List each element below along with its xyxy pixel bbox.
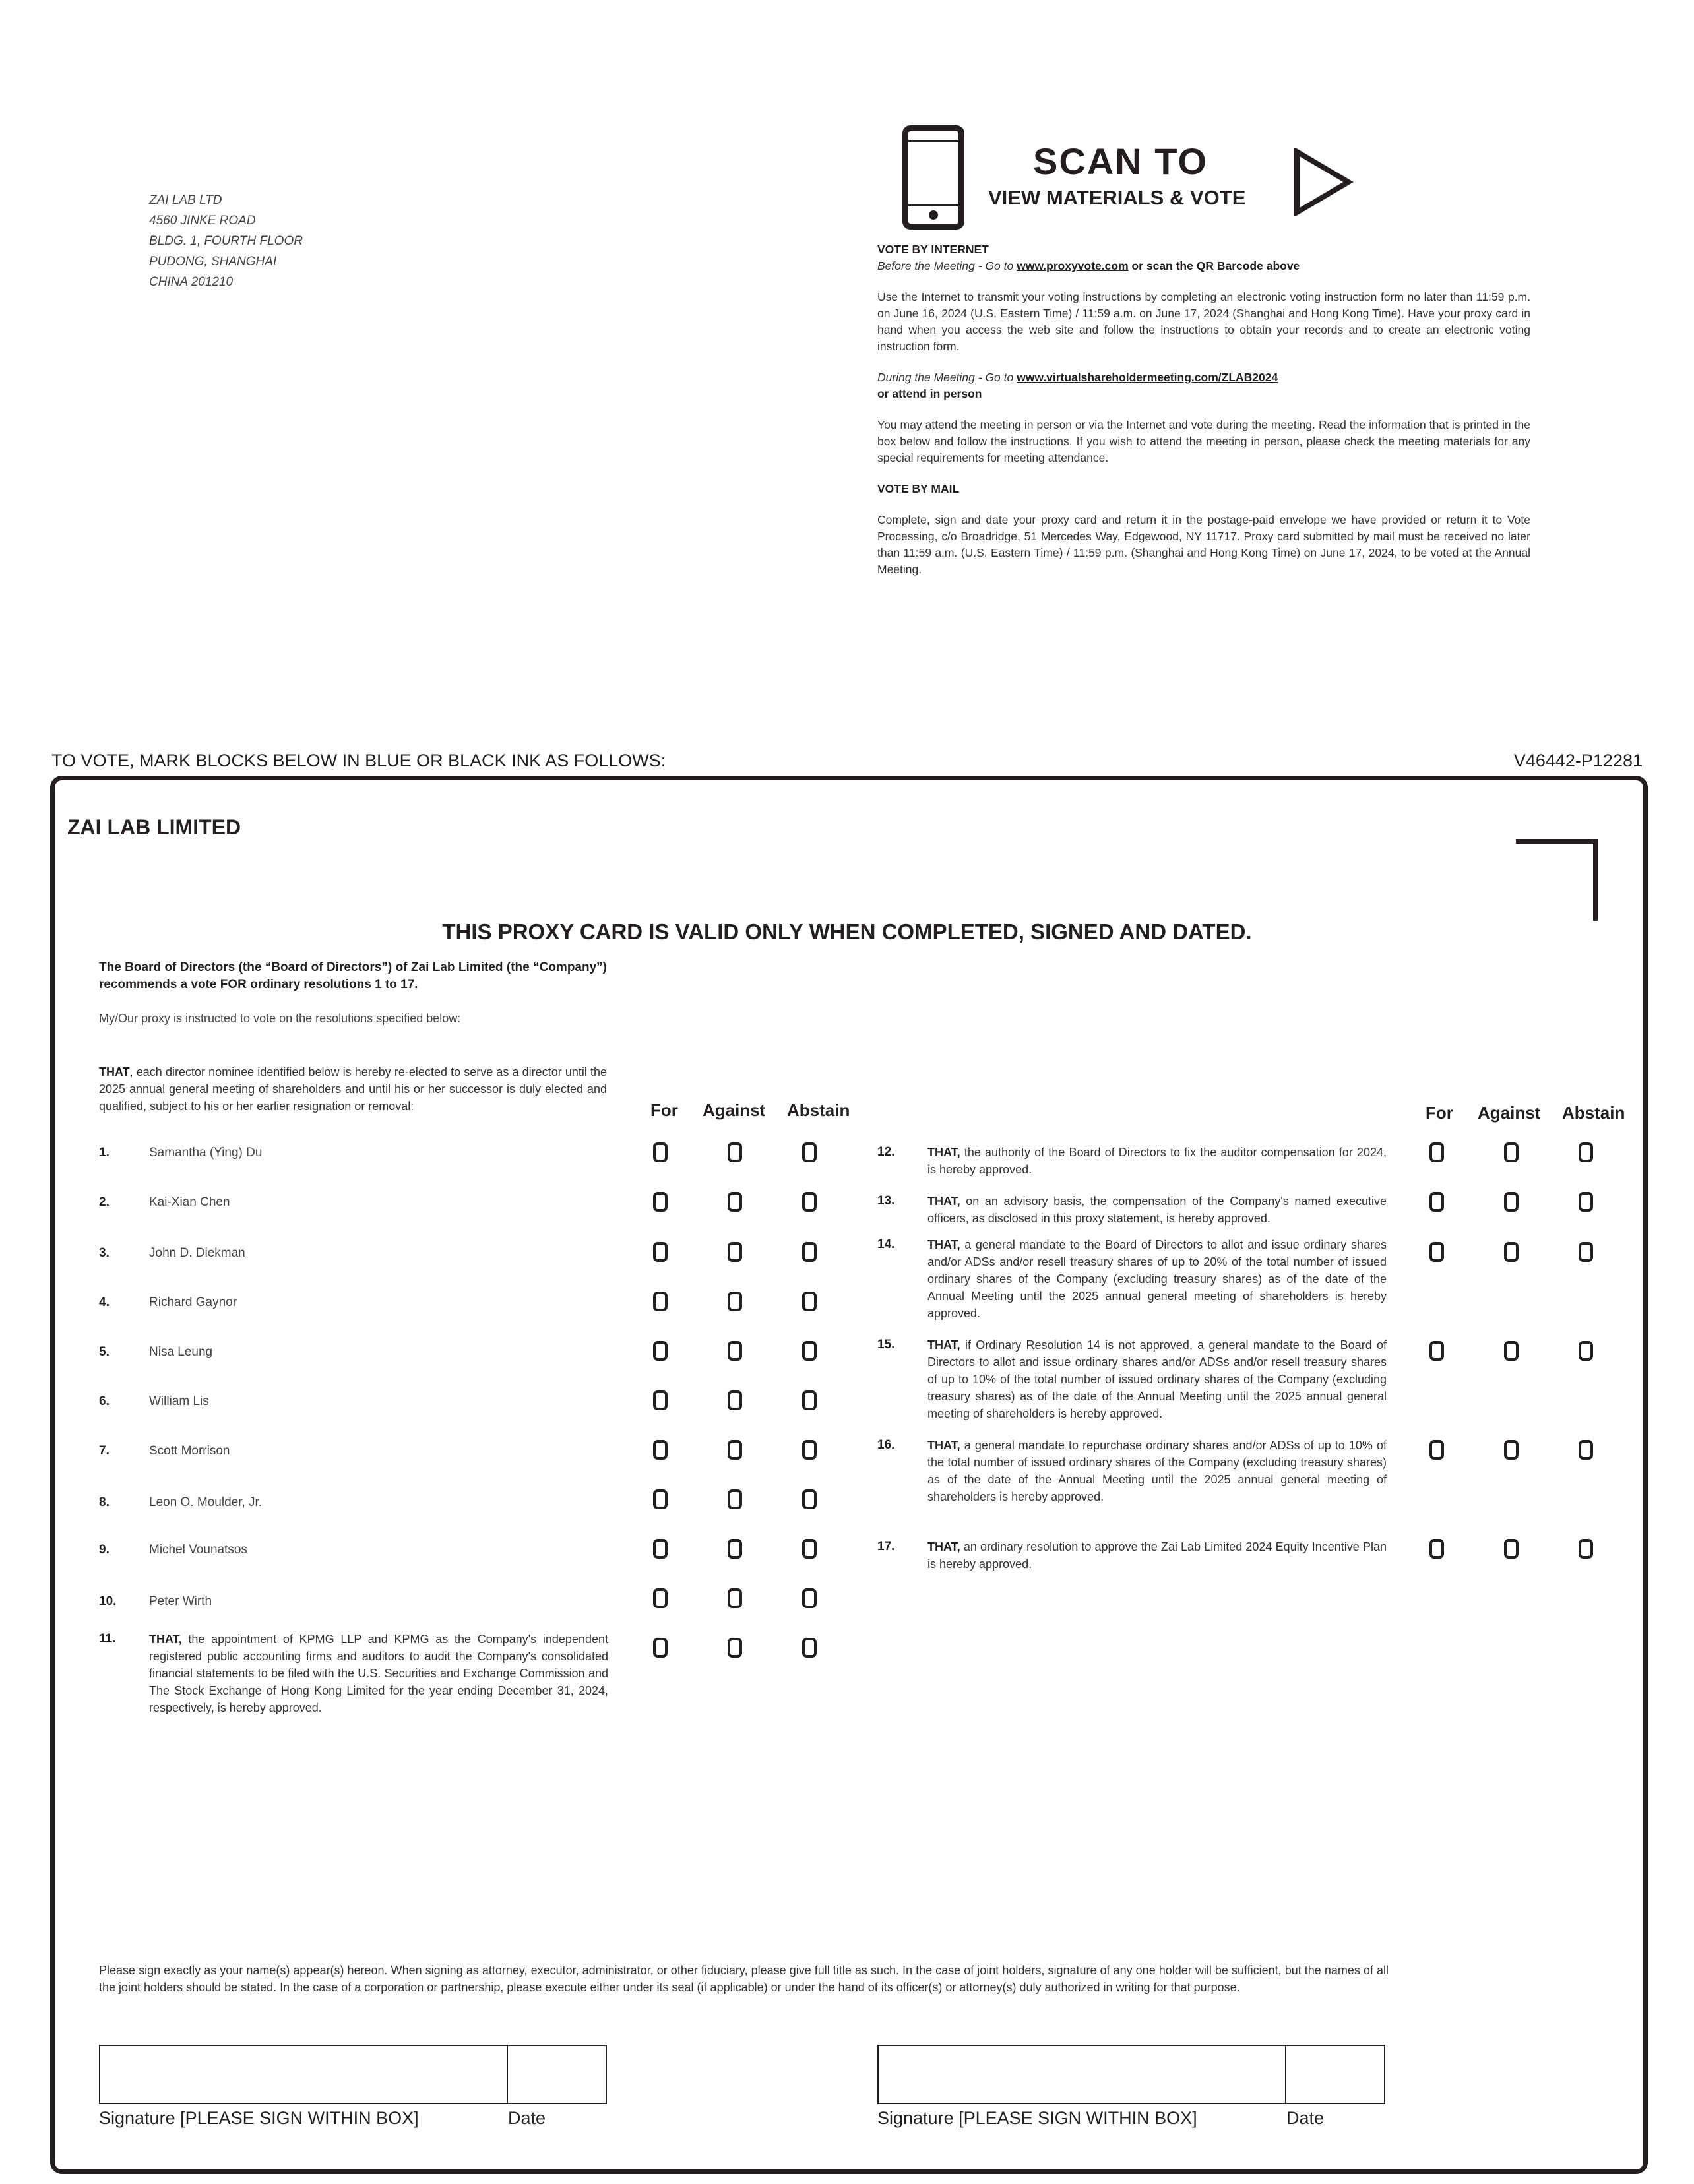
vote-mail-body: Complete, sign and date your proxy card and return it in the postage-paid envelope we have provided or return it to Vote Processing, c/o Broadridge, 51 Mercedes Way, Edgewood, NY 11717. Proxy card submitted by mail must be received no later than 11:59 a.m. (U.S. Eastern Time) / 11:59 p.m. (Shanghai and Hong Kong Time) on June 17, 2024, to be voted at the Annual Meeting. [877, 513, 1530, 576]
attend-in-person: or attend in person [877, 387, 982, 400]
vote-internet-heading: VOTE BY INTERNET [877, 243, 989, 256]
vote-abstain-checkbox[interactable] [802, 1588, 817, 1608]
signature-label: Signature [PLEASE SIGN WITHIN BOX] [99, 2108, 419, 2128]
vote-for-checkbox[interactable] [653, 1539, 668, 1559]
resolution-text: THAT, a general mandate to repurchase ordinary shares and/or ADSs of up to 10% of the total number of issued ordinary shares of the Company (excluding treasury shares) as of the date of the Annual Meeting until the 2025 annual general meeting of shareholders is hereby approved. [927, 1439, 1387, 1503]
return-address [149, 190, 303, 292]
director-election-intro: THAT, each director nominee identified below is hereby re-elected to serve as a director until the 2025 annual general meeting of shareholders and until his or her successor is duly elected and qualified, subject to his or her earlier resignation or removal: [99, 1065, 607, 1113]
signature-label: Signature [PLEASE SIGN WITHIN BOX] [877, 2108, 1197, 2128]
signature-box[interactable] [877, 2045, 1286, 2104]
vote-against-checkbox[interactable] [728, 1638, 742, 1658]
vote-for-checkbox[interactable] [1429, 1142, 1444, 1162]
nominee-name: Nisa Leung [149, 1345, 213, 1359]
vote-against-checkbox[interactable] [1504, 1440, 1519, 1460]
vote-abstain-checkbox[interactable] [802, 1292, 817, 1311]
vote-for-checkbox[interactable] [653, 1292, 668, 1311]
nominee-number: 7. [99, 1444, 110, 1458]
resolution-text: THAT, the authority of the Board of Directors to fix the auditor compensation for 2024, is hereby approved. [927, 1146, 1387, 1176]
resolution-number: 15. [877, 1338, 895, 1352]
nominee-name: Samantha (Ying) Du [149, 1146, 263, 1160]
signature-box[interactable] [99, 2045, 508, 2104]
vote-abstain-checkbox[interactable] [802, 1539, 817, 1559]
vote-against-checkbox[interactable] [1504, 1341, 1519, 1361]
vote-for-checkbox[interactable] [653, 1390, 668, 1410]
vote-for-checkbox[interactable] [653, 1242, 668, 1262]
column-for: For [650, 1100, 678, 1120]
address-line: BLDG. 1, FOURTH FLOOR [149, 234, 303, 248]
vote-for-checkbox[interactable] [653, 1638, 668, 1658]
nominee-number: 9. [99, 1543, 110, 1557]
vote-for-checkbox[interactable] [653, 1489, 668, 1509]
signing-instructions: Please sign exactly as your name(s) appear(s) hereon. When signing as attorney, executor, administrator, or other fiduciary, please give full title as such. In the case of joint holders, signature of any one holder will be sufficient, but the names of all the joint holders should be stated. In the case of a corporation or partnership, please execute either under its seal (if applicable) or under the hand of its officer(s) or attorney(s) duly authorized in writing for that purpose. [99, 1964, 1389, 1994]
vote-for-checkbox[interactable] [653, 1142, 668, 1162]
resolution-text: THAT, an ordinary resolution to approve the Zai Lab Limited 2024 Equity Incentive Plan is hereby approved. [927, 1540, 1387, 1571]
nominee-number: 1. [99, 1146, 110, 1160]
nominee-number: 3. [99, 1246, 110, 1260]
nominee-number: 2. [99, 1195, 110, 1209]
vote-against-checkbox[interactable] [1504, 1192, 1519, 1212]
vote-abstain-checkbox[interactable] [802, 1142, 817, 1162]
vote-against-checkbox[interactable] [728, 1242, 742, 1262]
vote-for-checkbox[interactable] [653, 1192, 668, 1212]
vote-abstain-checkbox[interactable] [1579, 1539, 1593, 1559]
vote-mail-heading: VOTE BY MAIL [877, 482, 960, 495]
resolution-text: THAT, the appointment of KPMG LLP and KPMG as the Company's independent registered public accounting firms and auditors to audit the Company's consolidated financial statements to be filed with the U.S. Securities and Exchange Commission and The Stock Exchange of Hong Kong Limited for the year ending December 31, 2024, respectively, is hereby approved. [149, 1633, 608, 1714]
proxy-instruction: My/Our proxy is instructed to vote on the resolutions specified below: [99, 1012, 461, 1025]
vote-against-checkbox[interactable] [728, 1142, 742, 1162]
vote-abstain-checkbox[interactable] [802, 1440, 817, 1460]
vote-for-checkbox[interactable] [1429, 1242, 1444, 1262]
nominee-number: 10. [99, 1594, 117, 1608]
corner-mark [1593, 839, 1598, 921]
vote-against-checkbox[interactable] [728, 1440, 742, 1460]
nominee-number: 8. [99, 1495, 110, 1509]
voting-instructions [877, 241, 1530, 578]
scan-title: SCAN TO [1033, 140, 1208, 182]
vote-for-checkbox[interactable] [1429, 1440, 1444, 1460]
vote-against-checkbox[interactable] [1504, 1242, 1519, 1262]
smartphone-icon [902, 125, 964, 230]
vote-against-checkbox[interactable] [728, 1192, 742, 1212]
date-box[interactable] [508, 2045, 607, 2104]
vote-against-checkbox[interactable] [728, 1292, 742, 1311]
vote-abstain-checkbox[interactable] [1579, 1192, 1593, 1212]
nominee-name: Michel Vounatsos [149, 1543, 247, 1557]
vote-for-checkbox[interactable] [1429, 1192, 1444, 1212]
nominee-number: 5. [99, 1345, 110, 1359]
during-meeting-line: During the Meeting - Go to www.virtualshareholdermeeting.com/ZLAB2024 [877, 371, 1278, 384]
nominee-name: Richard Gaynor [149, 1295, 237, 1309]
address-line: CHINA 201210 [149, 275, 234, 289]
resolution-number: 11. [99, 1632, 116, 1646]
nominee-number: 4. [99, 1295, 110, 1309]
vote-abstain-checkbox[interactable] [802, 1489, 817, 1509]
nominee-name: Leon O. Moulder, Jr. [149, 1495, 263, 1509]
vote-against-checkbox[interactable] [728, 1539, 742, 1559]
vote-against-checkbox[interactable] [728, 1489, 742, 1509]
resolution-number: 13. [877, 1194, 895, 1208]
column-against: Against [1478, 1103, 1541, 1123]
resolution-number: 16. [877, 1438, 895, 1452]
address-line: ZAI LAB LTD [149, 193, 222, 207]
resolution-text: THAT, a general mandate to the Board of Directors to allot and issue ordinary shares and/or ADSs and/or resell treasury shares of up to 20% of the total number of issued ordinary shares of the Company (excluding treasury shares) as of the date of the Annual Meeting until the 2025 annual general meeting of shareholders is hereby approved. [927, 1238, 1387, 1320]
control-number: V46442-P12281 [1513, 751, 1643, 770]
vote-abstain-checkbox[interactable] [802, 1341, 817, 1361]
proxy-card-title: THIS PROXY CARD IS VALID ONLY WHEN COMPLETED, SIGNED AND DATED. [442, 920, 1252, 944]
before-meeting-body: Use the Internet to transmit your voting instructions by completing an electronic voting instruction form no later than 11:59 p.m. on June 16, 2024 (U.S. Eastern Time) / 11:59 a.m. on June 17, 2024 (Shanghai and Hong Kong Time). Have your proxy card in hand when you access the web site and follow the instructions to obtain your records and to create an electronic voting instruction form. [877, 290, 1530, 353]
vote-against-checkbox[interactable] [1504, 1539, 1519, 1559]
column-for: For [1426, 1103, 1453, 1123]
before-meeting-line: Before the Meeting - Go to www.proxyvote.com or scan the QR Barcode above [877, 259, 1300, 272]
vote-for-checkbox[interactable] [653, 1341, 668, 1361]
proxyvote-link[interactable]: www.proxyvote.com [1017, 259, 1129, 272]
scan-subtitle: VIEW MATERIALS & VOTE [988, 186, 1246, 209]
virtual-meeting-link[interactable]: www.virtualshareholdermeeting.com/ZLAB2024 [1017, 371, 1278, 384]
vote-abstain-checkbox[interactable] [802, 1390, 817, 1410]
corner-mark [1516, 839, 1598, 844]
vote-abstain-checkbox[interactable] [1579, 1341, 1593, 1361]
during-meeting-body: You may attend the meeting in person or via the Internet and vote during the meeting. Read the information that is printed in the box below and follow the instructions. If you wish to attend the meeting in person, please check the meeting materials for any special requirements for meeting attendance. [877, 418, 1530, 464]
vote-abstain-checkbox[interactable] [802, 1638, 817, 1658]
vote-abstain-checkbox[interactable] [1579, 1142, 1593, 1162]
vote-against-checkbox[interactable] [1504, 1142, 1519, 1162]
vote-for-checkbox[interactable] [1429, 1539, 1444, 1559]
vote-abstain-checkbox[interactable] [1579, 1440, 1593, 1460]
column-abstain: Abstain [787, 1100, 850, 1120]
resolution-number: 12. [877, 1145, 895, 1159]
vote-for-checkbox[interactable] [653, 1588, 668, 1608]
vote-against-checkbox[interactable] [728, 1588, 742, 1608]
vote-against-checkbox[interactable] [728, 1341, 742, 1361]
play-arrow-icon [1293, 148, 1354, 216]
resolution-text: THAT, on an advisory basis, the compensation of the Company's named executive officers, as disclosed in this proxy statement, is hereby approved. [927, 1195, 1387, 1225]
mark-instructions: TO VOTE, MARK BLOCKS BELOW IN BLUE OR BLACK INK AS FOLLOWS: [51, 751, 666, 770]
vote-abstain-checkbox[interactable] [1579, 1242, 1593, 1262]
vote-for-checkbox[interactable] [1429, 1341, 1444, 1361]
nominee-name: Peter Wirth [149, 1594, 212, 1608]
company-name: ZAI LAB LIMITED [67, 815, 241, 839]
vote-for-checkbox[interactable] [653, 1440, 668, 1460]
column-against: Against [703, 1100, 766, 1120]
resolution-number: 17. [877, 1540, 895, 1553]
vote-abstain-checkbox[interactable] [802, 1192, 817, 1212]
board-recommendation: The Board of Directors (the “Board of Directors”) of Zai Lab Limited (the “Company”) recommends a vote FOR ordinary resolutions 1 to 17. [99, 960, 607, 991]
nominee-name: Scott Morrison [149, 1444, 230, 1458]
date-label: Date [1286, 2108, 1325, 2128]
address-line: PUDONG, SHANGHAI [149, 255, 277, 268]
vote-abstain-checkbox[interactable] [802, 1242, 817, 1262]
nominee-name: William Lis [149, 1394, 209, 1408]
vote-against-checkbox[interactable] [728, 1390, 742, 1410]
nominee-number: 6. [99, 1394, 110, 1408]
address-line: 4560 JINKE ROAD [149, 214, 256, 228]
date-box[interactable] [1286, 2045, 1385, 2104]
resolution-text: THAT, if Ordinary Resolution 14 is not approved, a general mandate to the Board of Directors to allot and issue ordinary shares and/or ADSs and/or resell treasury shares of up to 10% of the total number of issued ordinary shares of the Company (excluding treasury shares) as of the date of the Annual Meeting until the 2025 annual general meeting of shareholders is hereby approved. [927, 1338, 1387, 1420]
nominee-name: John D. Diekman [149, 1246, 245, 1260]
nominee-name: Kai-Xian Chen [149, 1195, 230, 1209]
column-abstain: Abstain [1562, 1103, 1625, 1123]
date-label: Date [508, 2108, 546, 2128]
resolution-number: 14. [877, 1237, 895, 1251]
